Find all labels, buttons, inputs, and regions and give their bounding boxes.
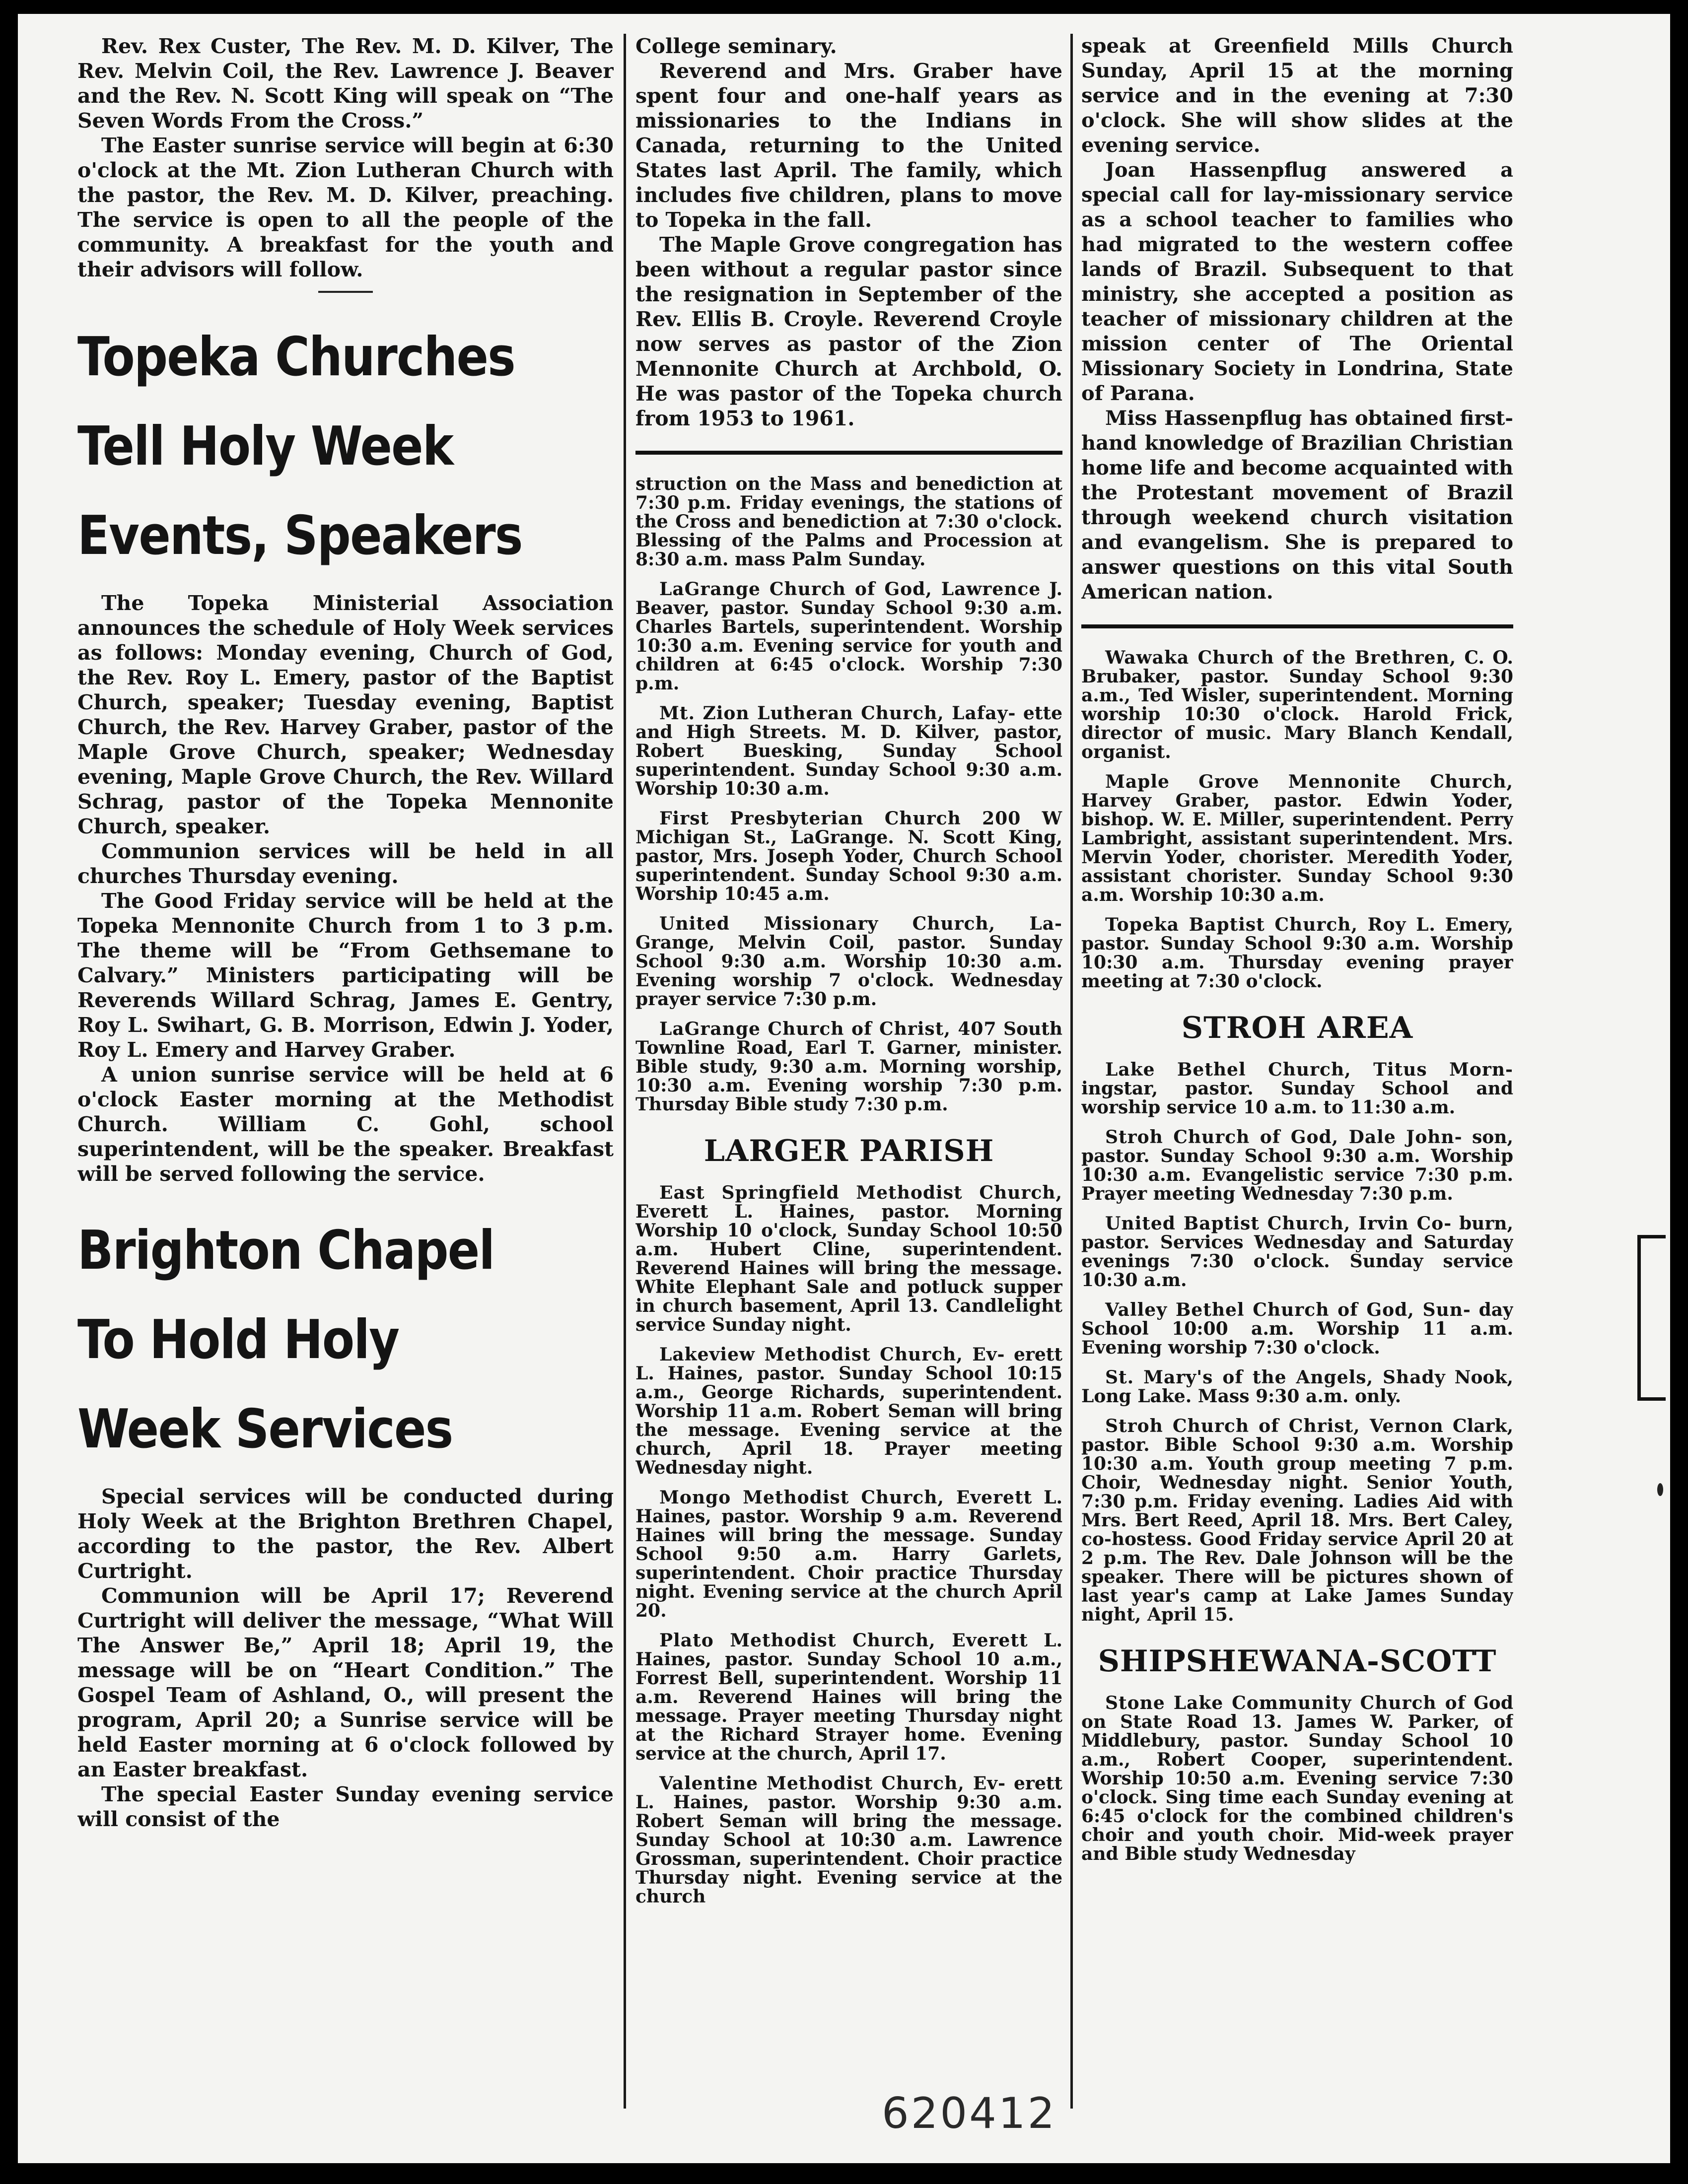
maple-grove-paragraph: The Maple Grove congregation has been without a regular pastor since the resignation in September of the Rev. Ellis B. Croyle. Reverend Croyle now serves as pastor of the Zion Mennonite Church at Archbold, O. He was pastor of the Topeka church from 1953 to 1961. xyxy=(635,233,1062,430)
headline-topeka-churches: Topeka Churches Tell Holy Week Events, Speakers xyxy=(77,326,522,567)
short-divider xyxy=(318,291,373,293)
graber-paragraph: Reverend and Mrs. Graber have spent four and one-half years as missionaries to the Indians in Canada, returning to the United States last April. The family, which includes five children, plans to move to Topeka in the fall. xyxy=(635,59,1062,232)
church-entry: Valley Bethel Church of God, Sun- day School 10:00 a.m. Worship 11 a.m. Evening worship 7:30 o'clock. xyxy=(1081,1299,1513,1358)
church-list-stroh xyxy=(1081,1060,1513,1624)
hassenpflug-paragraph: Joan Hassenpflug answered a special call for lay-missionary service as a school teacher to families who had migrated to the western coffee lands of Brazil. Subsequent to that ministry, she accepted a position as teacher of missionary children at the mission center of The Oriental Missionary Society in Londrina, State of Parana. xyxy=(1081,158,1513,405)
church-entry: Wawaka Church of the Brethren, C. O. Brubaker, pastor. Sunday School 9:30 a.m., Ted Wisler, superintendent. Morning worship 10:30 o'clock. Harold Frick, director of music. Mary Blanch Kendall, organist. xyxy=(1081,647,1513,762)
margin-speck xyxy=(1657,1483,1663,1496)
church-entry: Stroh Church of Christ, Vernon Clark, pastor. Bible School 9:30 a.m. Worship 10:30 a.m. Youth group meeting 7 p.m. Choir, Wednesday night. Senior Youth, 7:30 p.m. Friday evening. Ladies Aid with Mrs. Bert Reed, April 18. Mrs. Bert Caley, co-hostess. Good Friday service April 20 at 2 p.m. The Rev. Dale Johnson will be the speaker. There will be pictures shown of last year's camp at Lake James Sunday night, April 15. xyxy=(1081,1416,1513,1625)
church-list-wawaka xyxy=(1081,648,1513,991)
column-1 xyxy=(77,34,614,2094)
church-list-lagrange xyxy=(635,580,1062,1114)
church-entry: Stone Lake Community Church of God on State Road 13. James W. Parker, of Middlebury, pastor. Sunday School 10 a.m., Robert Cooper, superintendent. Worship 10:50 a.m. Evening service 7:30 o'clock. Sing time each Sunday evening at 6:45 o'clock for the combined children's choir and youth choir. Mid-week prayer and Bible study Wednesday xyxy=(1081,1693,1513,1864)
church-entry: LaGrange Church of God, Lawrence J. Beaver, pastor. Sunday School 9:30 a.m. Charles Bartels, superintendent. Worship 10:30 a.m. Evening service for youth and children at 6:45 o'clock. Worship 7:30 p.m. xyxy=(635,579,1062,694)
church-entry: LaGrange Church of Christ, 407 South Townline Road, Earl T. Garner, minister. Bible study, 9:30 a.m. Morning worship, 10:30 a.m. Evening worship 7:30 p.m. Thursday Bible study 7:30 p.m. xyxy=(635,1019,1062,1115)
thick-divider xyxy=(1081,624,1513,628)
margin-bracket-mark xyxy=(1637,1235,1666,1401)
article-topeka-churches: The Topeka Ministerial Association announces the schedule of Holy Week services as follows: Monday evening, Church of God, the Rev. Roy L. Emery, pastor of the Baptist Church, speaker; Tuesday evening, Baptist Church, the Rev. Harvey Graber, pastor of the Maple Grove Church, speaker; Wednesday evening, Maple Grove Church, the Rev. Willard Schrag, pastor of the Topeka Mennonite Church, speaker. Communion services will be held in all churches Thursday evening. The Good Friday service will be held at the Topeka Mennonite Church from 1 to 3 p.m. The theme will be “From Gethsemane to Calvary.” Ministers participating will be Reverends Willard Schrag, James E. Gentry, Roy L. Swihart, G. B. Morrison, Edwin J. Yoder, Roy L. Emery and Harvey Graber. A union sunrise service will be held at 6 o'clock Easter morning at the Methodist Church. William C. Gohl, school superintendent, will be the speaker. Breakfast will be served following the service. xyxy=(77,591,614,1186)
column-3 xyxy=(1081,34,1513,2094)
headline-brighton-chapel: Brighton Chapel To Hold Holy Week Services xyxy=(77,1220,494,1460)
church-entry: Mt. Zion Lutheran Church, Lafay- ette and High Streets. M. D. Kilver, pastor, Robert Buesking, Sunday School superintendent. Sunday School 9:30 a.m. Worship 10:30 a.m. xyxy=(635,703,1062,799)
mass-schedule-paragraph: struction on the Mass and benediction at 7:30 p.m. Friday evenings, the stations of the Cross and benediction at 7:30 o'clock. Blessing of the Palms and Procession at 8:30 a.m. mass Palm Sunday. xyxy=(635,474,1062,570)
handwritten-date-number: 620412 xyxy=(882,2089,1057,2138)
article-brighton-chapel: Special services will be conducted during Holy Week at the Brighton Brethren Chapel, according to the pastor, the Rev. Albert Curtright. Communion will be April 17; Reverend Curtright will deliver the message, “What Will The Answer Be,” April 18; April 19, the message will be on “Heart Condition.” The Gospel Team of Ashland, O., will present the program, April 20; a Sunrise service will be held Easter morning at 6 o'clock followed by an Easter breakfast. The special Easter Sunday evening service will consist of the xyxy=(77,1485,614,1831)
church-entry: Mongo Methodist Church, Everett L. Haines, pastor. Worship 9 a.m. Reverend Haines will bring the message. Sunday School 9:50 a.m. Harry Garlets, superintendent. Choir practice Thursday night. Evening service at the church April 20. xyxy=(635,1487,1062,1621)
church-entry: Maple Grove Mennonite Church, Harvey Graber, pastor. Edwin Yoder, bishop. W. E. Miller, superintendent. Perry Lambright, assistant superintendent. Mrs. Mervin Yoder, chorister. Meredith Yoder, assistant chorister. Sunday School 9:30 a.m. Worship 10:30 a.m. xyxy=(1081,771,1513,905)
clipping-page xyxy=(18,14,1670,2163)
seminary-line: College seminary. xyxy=(635,34,837,58)
column-divider-1 xyxy=(624,34,626,2109)
speakers-paragraph: Rev. Rex Custer, The Rev. M. D. Kilver, The Rev. Melvin Coil, the Rev. Lawrence J. Beaver and the Rev. N. Scott King will speak on “The Seven Words From the Cross.” xyxy=(77,34,614,133)
sunrise-paragraph: The Easter sunrise service will begin at 6:30 o'clock at the Mt. Zion Lutheran Church with the pastor, the Rev. M. D. Kilver, preaching. The service is open to all the people of the community. A breakfast for the youth and their advisors will follow. xyxy=(77,134,614,281)
church-entry: First Presbyterian Church 200 W Michigan St., LaGrange. N. Scott King, pastor, Mrs. Joseph Yoder, Church School superintendent. Sunday School 9:30 a.m. Worship 10:45 a.m. xyxy=(635,808,1062,904)
brazil-paragraph: Miss Hassenpflug has obtained first-hand knowledge of Brazilian Christian home life and become acquainted with the Protestant movement of Brazil through weekend church visitation and evangelism. She is prepared to answer questions on this vital South American nation. xyxy=(1081,407,1513,604)
section-heading-larger-parish: LARGER PARISH xyxy=(703,1134,994,1168)
church-entry: Lakeview Methodist Church, Ev- erett L. Haines, pastor. Sunday School 10:15 a.m., George Richards, superintendent. Worship 11 a.m. Robert Seman will bring the message. Evening service at the church, April 18. Prayer meeting Wednesday night. xyxy=(635,1344,1062,1478)
church-entry: United Baptist Church, Irvin Co- burn, pastor. Services Wednesday and Saturday evenings 7:30 o'clock. Sunday service 10:30 a.m. xyxy=(1081,1213,1513,1291)
church-entry: Lake Bethel Church, Titus Morn- ingstar, pastor. Sunday School and worship service 10 a.m. to 11:30 a.m. xyxy=(1081,1059,1513,1118)
thick-divider xyxy=(635,451,1062,455)
column-divider-2 xyxy=(1070,34,1073,2109)
church-list-larger-parish xyxy=(635,1183,1062,1906)
church-entry: Valentine Methodist Church, Ev- erett L. Haines, pastor. Worship 9:30 a.m. Robert Seman will bring the message. Sunday School at 10:30 a.m. Lawrence Grossman, superintendent. Choir practice Thursday night. Evening service at the church xyxy=(635,1773,1062,1907)
church-entry: United Missionary Church, La- Grange, Melvin Coil, pastor. Sunday School 9:30 a.m. Worship 10:30 a.m. Evening worship 7 o'clock. Wednesday prayer service 7:30 p.m. xyxy=(635,913,1062,1010)
church-entry: East Springfield Methodist Church, Everett L. Haines, pastor. Morning Worship 10 o'clock, Sunday School 10:50 a.m. Hubert Cline, superintendent. Reverend Haines will bring the message. White Elephant Sale and potluck supper in church basement, April 13. Candlelight service Sunday night. xyxy=(635,1182,1062,1335)
church-entry: Topeka Baptist Church, Roy L. Emery, pastor. Sunday School 9:30 a.m. Worship 10:30 a.m. Thursday evening prayer meeting at 7:30 o'clock. xyxy=(1081,914,1513,992)
slides-paragraph: speak at Greenfield Mills Church Sunday, April 15 at the morning service and in the evening at 7:30 o'clock. She will show slides at the evening service. xyxy=(1081,34,1513,157)
church-entry: Plato Methodist Church, Everett L. Haines, pastor. Sunday School 10 a.m., Forrest Bell, superintendent. Worship 11 a.m. Reverend Haines will bring the message. Prayer meeting Thursday night at the Richard Strayer home. Evening service at the church, April 17. xyxy=(635,1630,1062,1764)
column-2 xyxy=(635,34,1062,2094)
section-heading-shipshewana-scott: SHIPSHEWANA-SCOTT xyxy=(1098,1644,1497,1679)
church-entry: Stroh Church of God, Dale John- son, pastor. Sunday School 9:30 a.m. Worship 10:30 a.m. Evangelistic service 7:30 p.m. Prayer meeting Wednesday 7:30 p.m. xyxy=(1081,1127,1513,1204)
church-list-shipshewana xyxy=(1081,1694,1513,1863)
section-heading-stroh-area: STROH AREA xyxy=(1181,1011,1413,1045)
church-entry: St. Mary's of the Angels, Shady Nook, Long Lake. Mass 9:30 a.m. only. xyxy=(1081,1367,1513,1407)
